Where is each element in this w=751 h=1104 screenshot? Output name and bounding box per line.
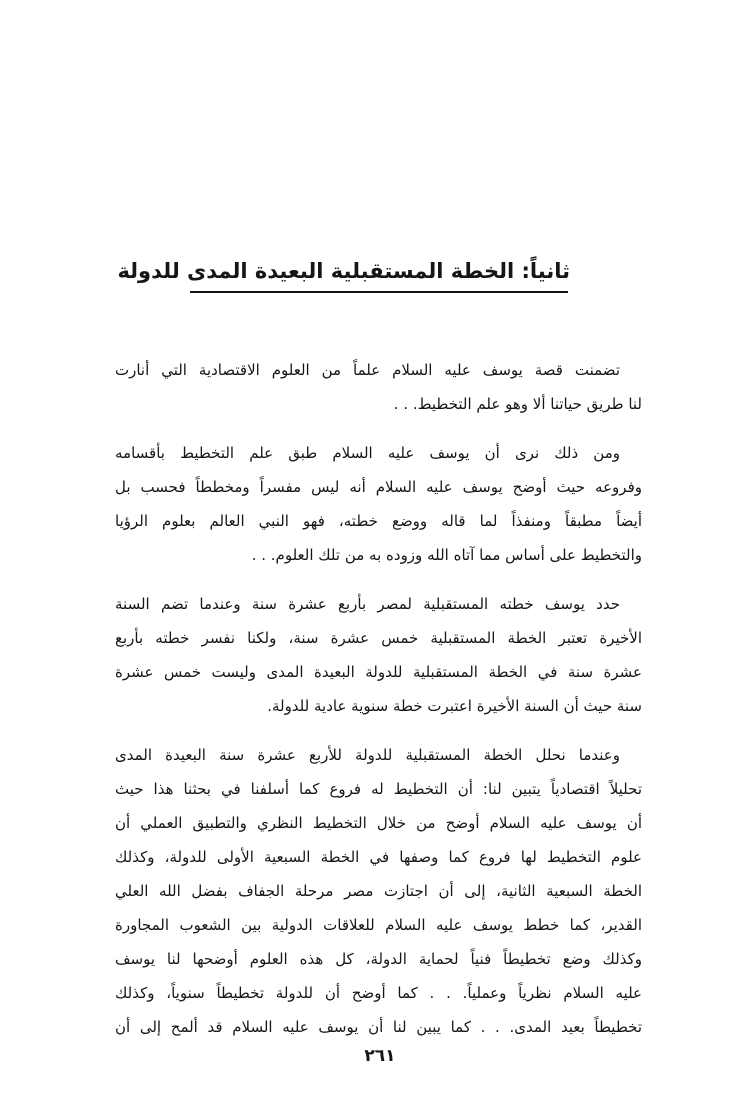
section-heading: ثانياً: الخطة المستقبلية البعيدة المدى للدولة (117, 259, 570, 283)
text-line: حدد يوسف خطته المستقبلية لمصر بأربع عشرة سنة وعندما تضم السنة (115, 595, 620, 613)
text-line: أيضاً مطبقاً ومنفذاً لما قاله ووضع خطته، فهو النبي العالم بعلوم الرؤيا (115, 512, 642, 530)
body-text (115, 353, 642, 1059)
text-line: لنا طريق حياتنا ألا وهو علم التخطيط. . . (393, 395, 642, 413)
paragraph-1 (115, 353, 642, 421)
paragraph-3 (115, 587, 642, 723)
text-line: تخطيطاً بعيد المدى. . . كما يبين لنا أن يوسف عليه السلام قد ألمح إلى أن (115, 1018, 642, 1036)
text-line: والتخطيط على أساس مما آتاه الله وزوده به من تلك العلوم. . . (251, 546, 642, 564)
text-line: وكذلك وضع تخطيطاً فنياً لحماية الدولة، كل هذه العلوم أوضحها لنا يوسف (115, 950, 642, 968)
text-line: ومن ذلك نرى أن يوسف عليه السلام طبق علم التخطيط بأقسامه (115, 444, 620, 462)
paragraph-2 (115, 436, 642, 572)
text-line: وفروعه حيث أوضح يوسف عليه السلام أنه ليس مفسراً ومخططاً فحسب بل (115, 478, 642, 496)
text-line: علوم التخطيط لها فروع كما وصفها في الخطة السبعية الأولى للدولة، وكذلك (115, 848, 642, 866)
text-line: تضمنت قصة يوسف عليه السلام علماً من العلوم الاقتصادية التي أنارت (115, 361, 620, 379)
text-line: القدير، كما خطط يوسف عليه السلام للعلاقات الدولية بين الشعوب المجاورة (115, 916, 642, 934)
text-line: تحليلاً اقتصادياً يتبين لنا: أن التخطيط له فروع كما أسلفنا في بحثنا هذا حيث (115, 780, 642, 798)
text-line: سنة حيث أن السنة الأخيرة اعتبرت خطة سنوية عادية للدولة. (267, 697, 642, 715)
paragraph-4 (115, 738, 642, 1044)
text-line: وعندما نحلل الخطة المستقبلية للدولة للأربع عشرة سنة البعيدة المدى (115, 746, 620, 764)
text-line: الأخيرة تعتبر الخطة المستقبلية خمس عشرة سنة، ولكنا نفسر خطته بأربع (115, 629, 642, 647)
page-number: ٢٦١ (364, 1046, 396, 1066)
heading-underline (190, 291, 568, 293)
text-line: عشرة سنة في الخطة المستقبلية للدولة البعيدة المدى وليست خمس عشرة (115, 663, 642, 681)
text-line: عليه السلام نظرياً وعملياً. . . كما أوضح أن للدولة تخطيطاً سنوياً، وكذلك (115, 984, 642, 1002)
text-line: أن يوسف عليه السلام أوضح من خلال التخطيط النظري والتطبيق العملي أن (115, 814, 642, 832)
text-line: الخطة السبعية الثانية، إلى أن اجتازت مصر مرحلة الجفاف بفضل الله العلي (115, 882, 642, 900)
